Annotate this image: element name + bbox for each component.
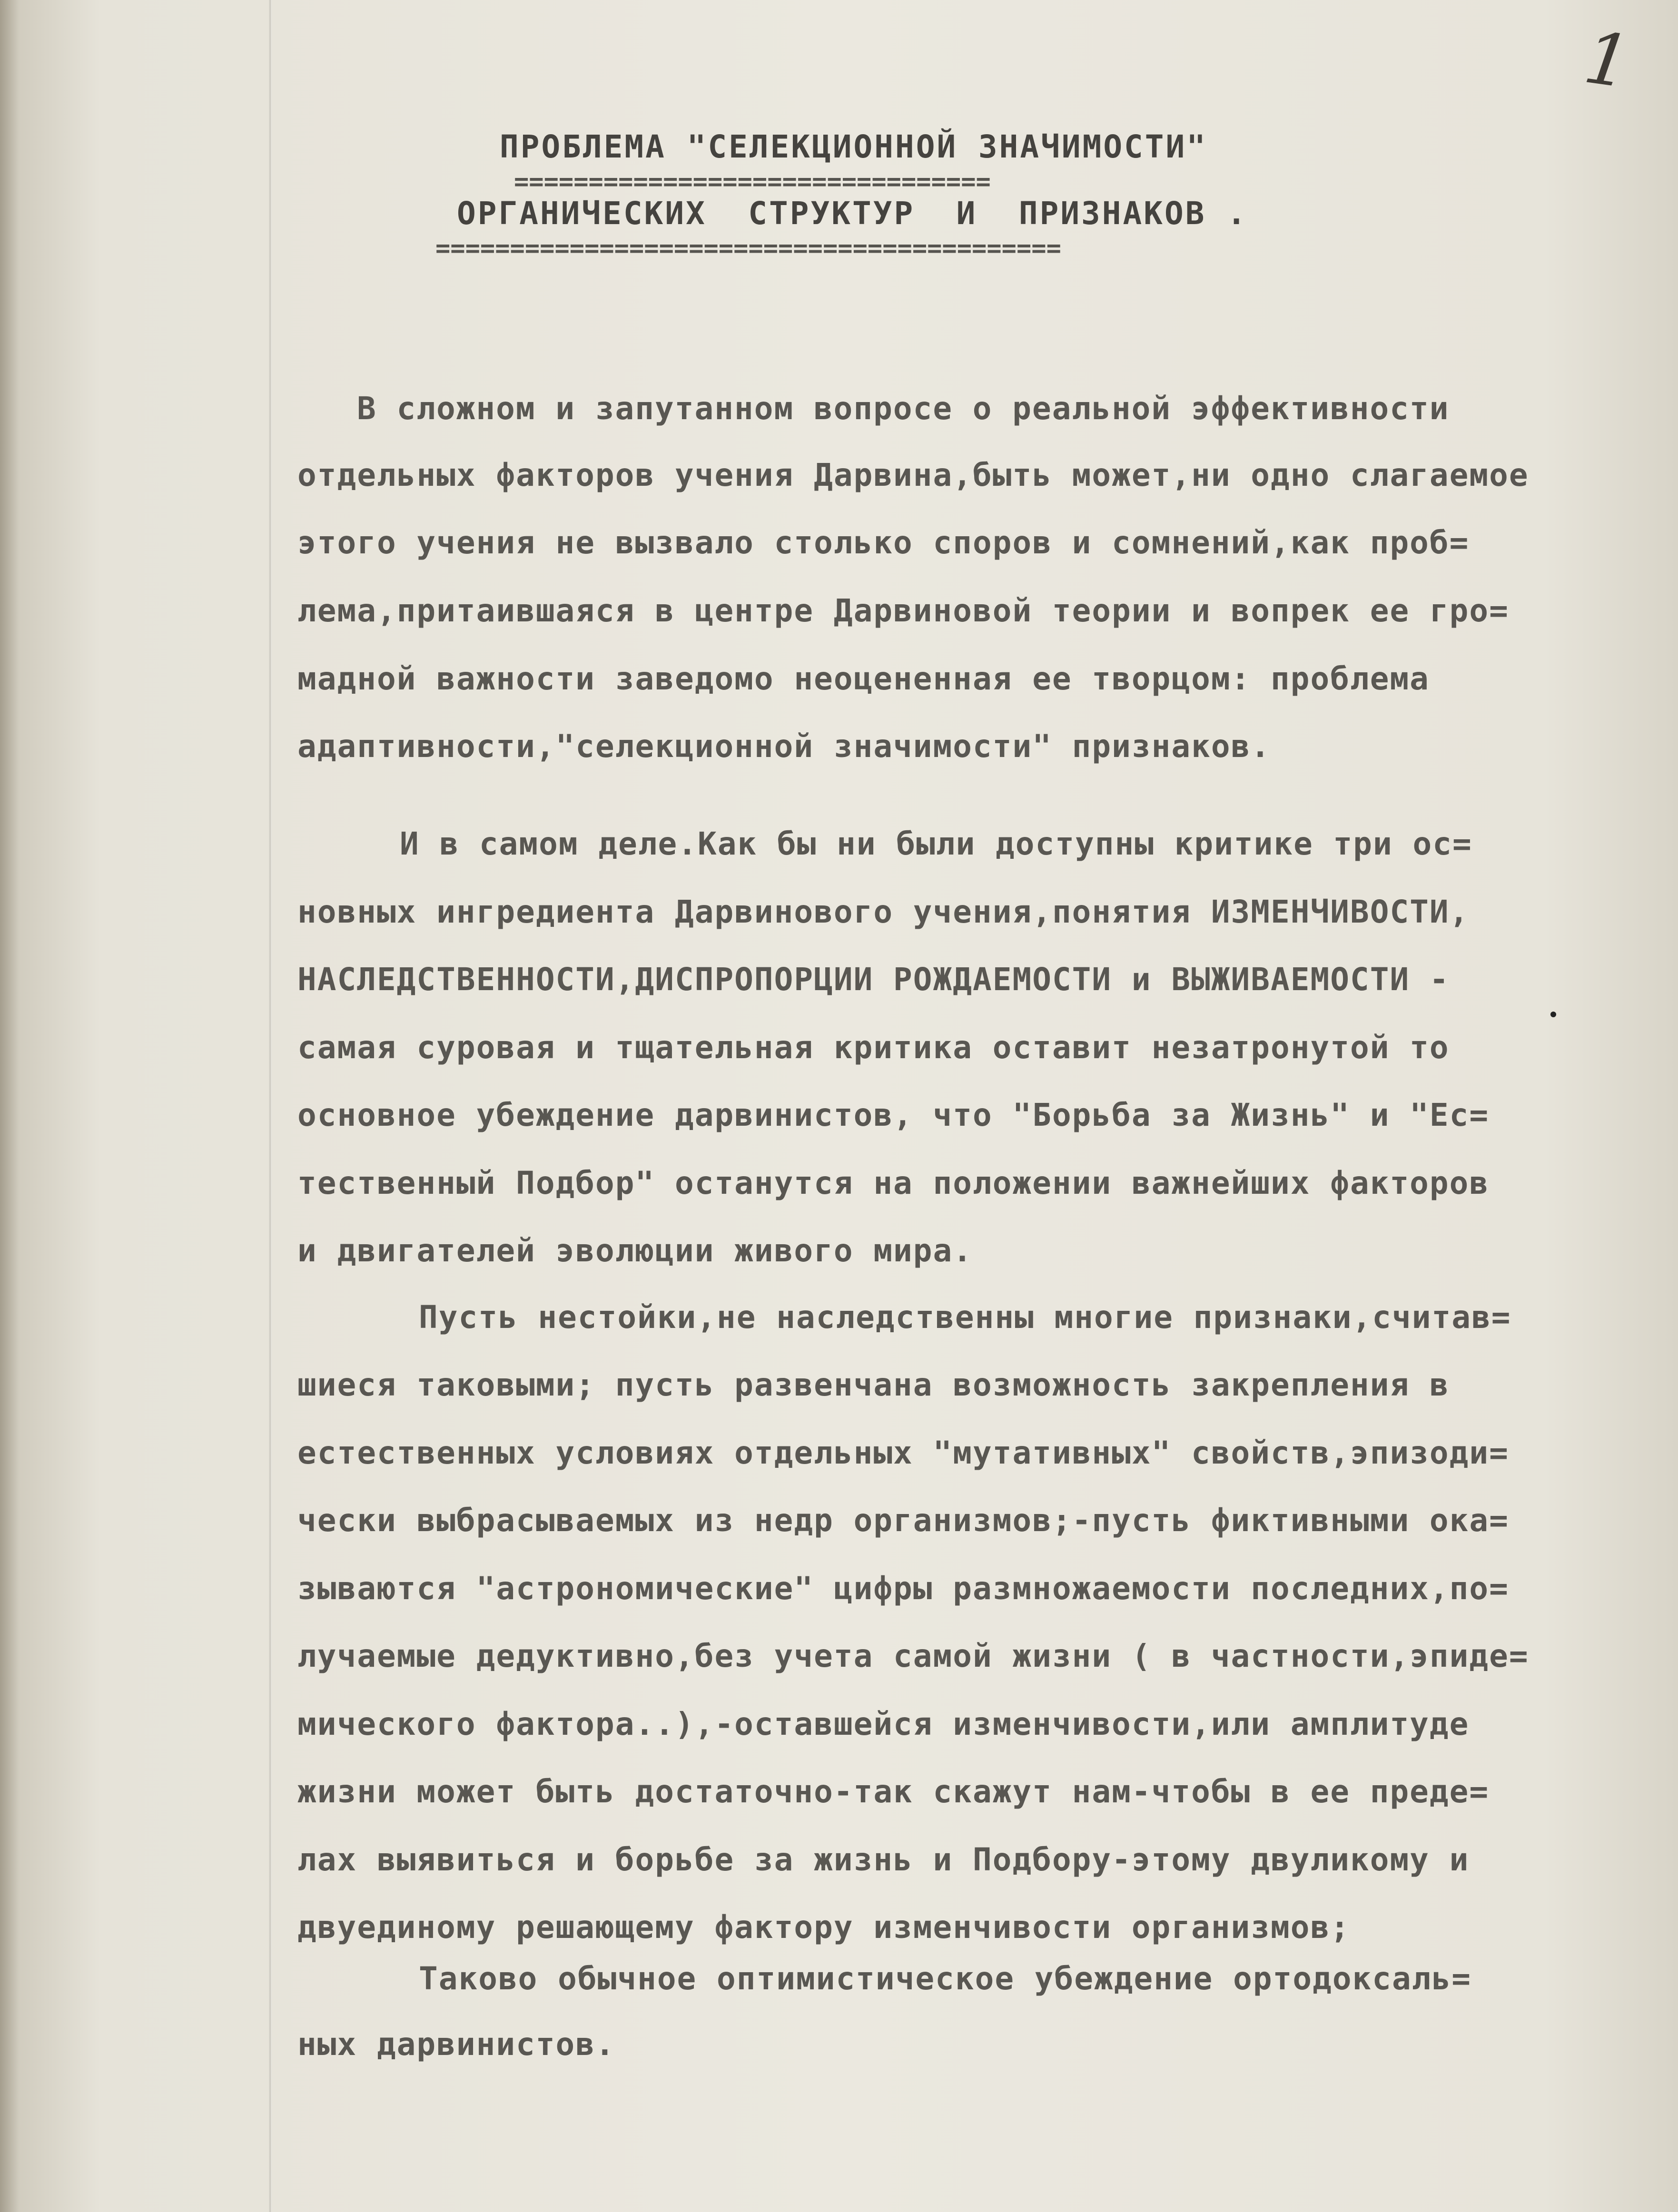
page-number: 1 — [1579, 16, 1636, 105]
text-line: двуединому решающему фактору изменчивости организмов; — [297, 1909, 1350, 1946]
text-line: самая суровая и тщательная критика оставит незатронутой то — [297, 1029, 1450, 1066]
text-line: чески выбрасываемых из недр организмов;-пусть фиктивными ока= — [297, 1502, 1509, 1539]
text-line: лучаемые дедуктивно,без учета самой жизни ( в частности,эпиде= — [297, 1638, 1529, 1674]
text-line: мического фактора..),-оставшейся изменчивости,или амплитуде — [297, 1706, 1470, 1742]
title-underline-2: ========================================== — [435, 234, 1061, 263]
text-line: НАСЛЕДСТВЕННОСТИ,ДИСПРОПОРЦИИ РОЖДАЕМОСТИ и ВЫЖИВАЕМОСТИ - — [297, 961, 1450, 998]
text-line: лема,притаившаяся в центре Дарвиновой теории и вопрек ее гро= — [297, 592, 1509, 629]
text-line: И в самом деле.Как бы ни были доступны критике три ос= — [400, 826, 1472, 862]
title-line-2: ОРГАНИЧЕСКИХ СТРУКТУР И ПРИЗНАКОВ . — [457, 195, 1248, 232]
text-line: Пусть нестойки,не наследственны многие признаки,считав= — [419, 1299, 1511, 1336]
text-line: и двигателей эволюции живого мира. — [297, 1232, 973, 1269]
text-line: основное убеждение дарвинистов, что "Борьба за Жизнь" и "Ес= — [297, 1097, 1490, 1133]
ink-dot — [1550, 1012, 1556, 1017]
text-line: мадной важности заведомо неоцененная ее творцом: проблема — [297, 660, 1430, 697]
text-line: тественный Подбор" останутся на положении важнейших факторов — [297, 1165, 1490, 1201]
text-line: этого учения не вызвало столько споров и сомнений,как проб= — [297, 524, 1470, 561]
text-line: В сложном и запутанном вопросе о реальной эффективности — [357, 390, 1450, 427]
text-line: зываются "астрономические" цифры размножаемости последних,по= — [297, 1570, 1509, 1607]
title-line-1: ПРОБЛЕМА "СЕЛЕКЦИОННОЙ ЗНАЧИМОСТИ" — [500, 128, 1208, 165]
text-line: лах выявиться и борьбе за жизнь и Подбору-этому двуликому и — [297, 1841, 1470, 1878]
text-line: естественных условиях отдельных "мутативных" свойств,эпизоди= — [297, 1435, 1509, 1471]
text-line: отдельных факторов учения Дарвина,быть может,ни одно слагаемое — [297, 457, 1529, 493]
text-line: шиеся таковыми; пусть развенчана возможность закрепления в — [297, 1367, 1450, 1403]
title-underline-1: ================================ — [514, 167, 991, 196]
text-line: жизни может быть достаточно-так скажут нам-чтобы в ее преде= — [297, 1773, 1490, 1810]
text-line: новных ингредиента Дарвинового учения,понятия ИЗМЕНЧИВОСТИ, — [297, 894, 1470, 930]
text-line: ных дарвинистов. — [297, 2026, 615, 2063]
text-line: Таково обычное оптимистическое убеждение ортодоксаль= — [419, 1960, 1471, 1997]
text-line: адаптивности,"селекционной значимости" признаков. — [297, 728, 1271, 765]
